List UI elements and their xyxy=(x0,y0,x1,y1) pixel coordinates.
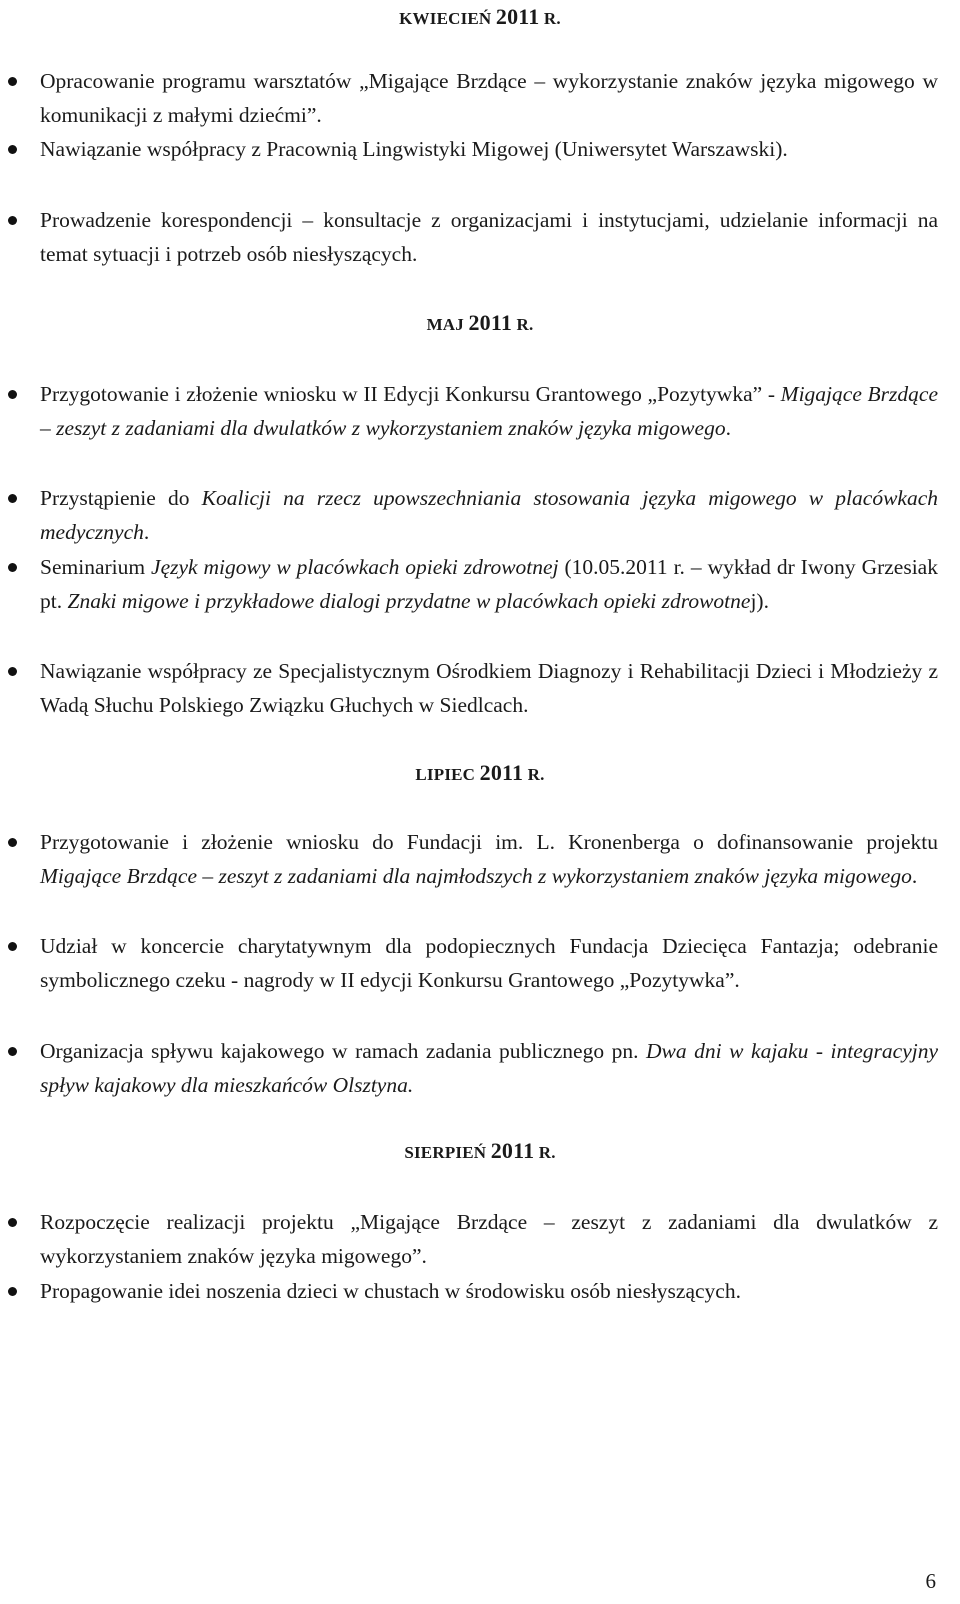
heading-month: KWIECIEŃ xyxy=(399,9,492,28)
item-text: Propagowanie idei noszenia dzieci w chustach w środowisku osób niesłyszących. xyxy=(40,1279,741,1303)
item-text: . xyxy=(725,416,731,440)
bullet-icon xyxy=(8,1287,17,1296)
heading-year: 2011 xyxy=(490,1138,535,1163)
item-text: Prowadzenie korespondencji – konsultacje z organizacjami i instytucjami, udzielanie informacji na temat sytuacji i potrzeb osób niesłyszących. xyxy=(40,208,938,266)
bullet-icon xyxy=(8,1218,17,1227)
list-item xyxy=(40,1274,938,1308)
bullet-icon xyxy=(8,77,17,86)
list-item xyxy=(40,377,938,445)
heading-year: 2011 xyxy=(479,760,524,785)
heading-year: 2011 xyxy=(495,4,540,29)
heading-year: 2011 xyxy=(468,310,513,335)
list-item xyxy=(40,929,938,997)
list-item xyxy=(40,481,938,549)
item-text: Przystąpienie do xyxy=(40,486,202,510)
list-item xyxy=(40,64,938,132)
bullet-icon xyxy=(8,563,17,572)
item-text: j). xyxy=(750,589,769,613)
list-item xyxy=(40,1034,938,1102)
bullet-icon xyxy=(8,942,17,951)
item-text: Przygotowanie i złożenie wniosku w II Edycji Konkursu Grantowego „Pozytywka” - xyxy=(40,382,781,406)
bullet-icon xyxy=(8,145,17,154)
list-item xyxy=(40,203,938,271)
item-text: Udział w koncercie charytatywnym dla podopiecznych Fundacja Dziecięca Fantazja; odebranie symbolicznego czeku - nagrody w II edycji Konkursu Grantowego „Pozytywka”. xyxy=(40,934,938,992)
item-text: Przygotowanie i złożenie wniosku do Fundacji im. L. Kronenberga o dofinansowanie projektu xyxy=(40,830,938,854)
bullet-icon xyxy=(8,494,17,503)
list-item xyxy=(40,1205,938,1273)
item-text-italic: Migające Brzdące – zeszyt z zadaniami dla dwulatków z wykorzystaniem znaków języka migowego xyxy=(40,382,938,440)
item-text: Nawiązanie współpracy z Pracownią Lingwistyki Migowej (Uniwersytet Warszawski). xyxy=(40,137,788,161)
bullet-icon xyxy=(8,216,17,225)
item-text-italic: Język migowy w placówkach opieki zdrowotnej xyxy=(151,555,559,579)
section-heading-july xyxy=(0,760,960,786)
heading-suffix: R. xyxy=(543,9,561,28)
list-item xyxy=(40,132,938,166)
item-text: Opracowanie programu warsztatów „Migające Brzdące – wykorzystanie znaków języka migowego w komunikacji z małymi dziećmi”. xyxy=(40,69,938,127)
bullet-icon xyxy=(8,390,17,399)
item-text: Nawiązanie współpracy ze Specjalistycznym Ośrodkiem Diagnozy i Rehabilitacji Dzieci i Młodzieży z Wadą Słuchu Polskiego Związku Głuchych w Siedlcach. xyxy=(40,659,938,717)
bullet-icon xyxy=(8,838,17,847)
heading-suffix: R. xyxy=(538,1143,556,1162)
item-text: Organizacja spływu kajakowego w ramach zadania publicznego pn. xyxy=(40,1039,647,1063)
section-heading-may xyxy=(0,310,960,336)
item-text-italic: Migające Brzdące – zeszyt z zadaniami dla najmłodszych z wykorzystaniem znaków języka migowego xyxy=(40,864,912,888)
heading-month: MAJ xyxy=(426,315,464,334)
item-text: . xyxy=(911,864,918,888)
section-heading-april xyxy=(0,4,960,30)
heading-suffix: R. xyxy=(527,765,545,784)
page-number: 6 xyxy=(925,1569,936,1593)
item-text: (10.05.2011 r. – wykład dr Iwony Grzesiak pt. xyxy=(40,555,938,613)
item-text: Rozpoczęcie realizacji projektu „Migające Brzdące – zeszyt z zadaniami dla dwulatków z wykorzystaniem znaków języka migowego”. xyxy=(40,1210,938,1268)
item-text: . xyxy=(143,520,150,544)
item-text: Seminarium xyxy=(40,555,152,579)
heading-month: SIERPIEŃ xyxy=(404,1143,487,1162)
item-text-italic: Koalicji na rzecz upowszechniania stosowania języka migowego w placówkach medycznych xyxy=(40,486,938,544)
bullet-icon xyxy=(8,1047,17,1056)
list-item xyxy=(40,550,938,618)
heading-month: LIPIEC xyxy=(415,765,476,784)
item-text-italic: Dwa dni w kajaku - integracyjny spływ kajakowy dla mieszkańców Olsztyna. xyxy=(40,1039,939,1097)
heading-suffix: R. xyxy=(516,315,534,334)
item-text-italic: Znaki migowe i przykładowe dialogi przydatne w placówkach opieki zdrowotne xyxy=(67,589,751,613)
bullet-icon xyxy=(8,667,17,676)
list-item xyxy=(40,654,938,722)
list-item xyxy=(40,825,938,893)
section-heading-august xyxy=(0,1138,960,1164)
